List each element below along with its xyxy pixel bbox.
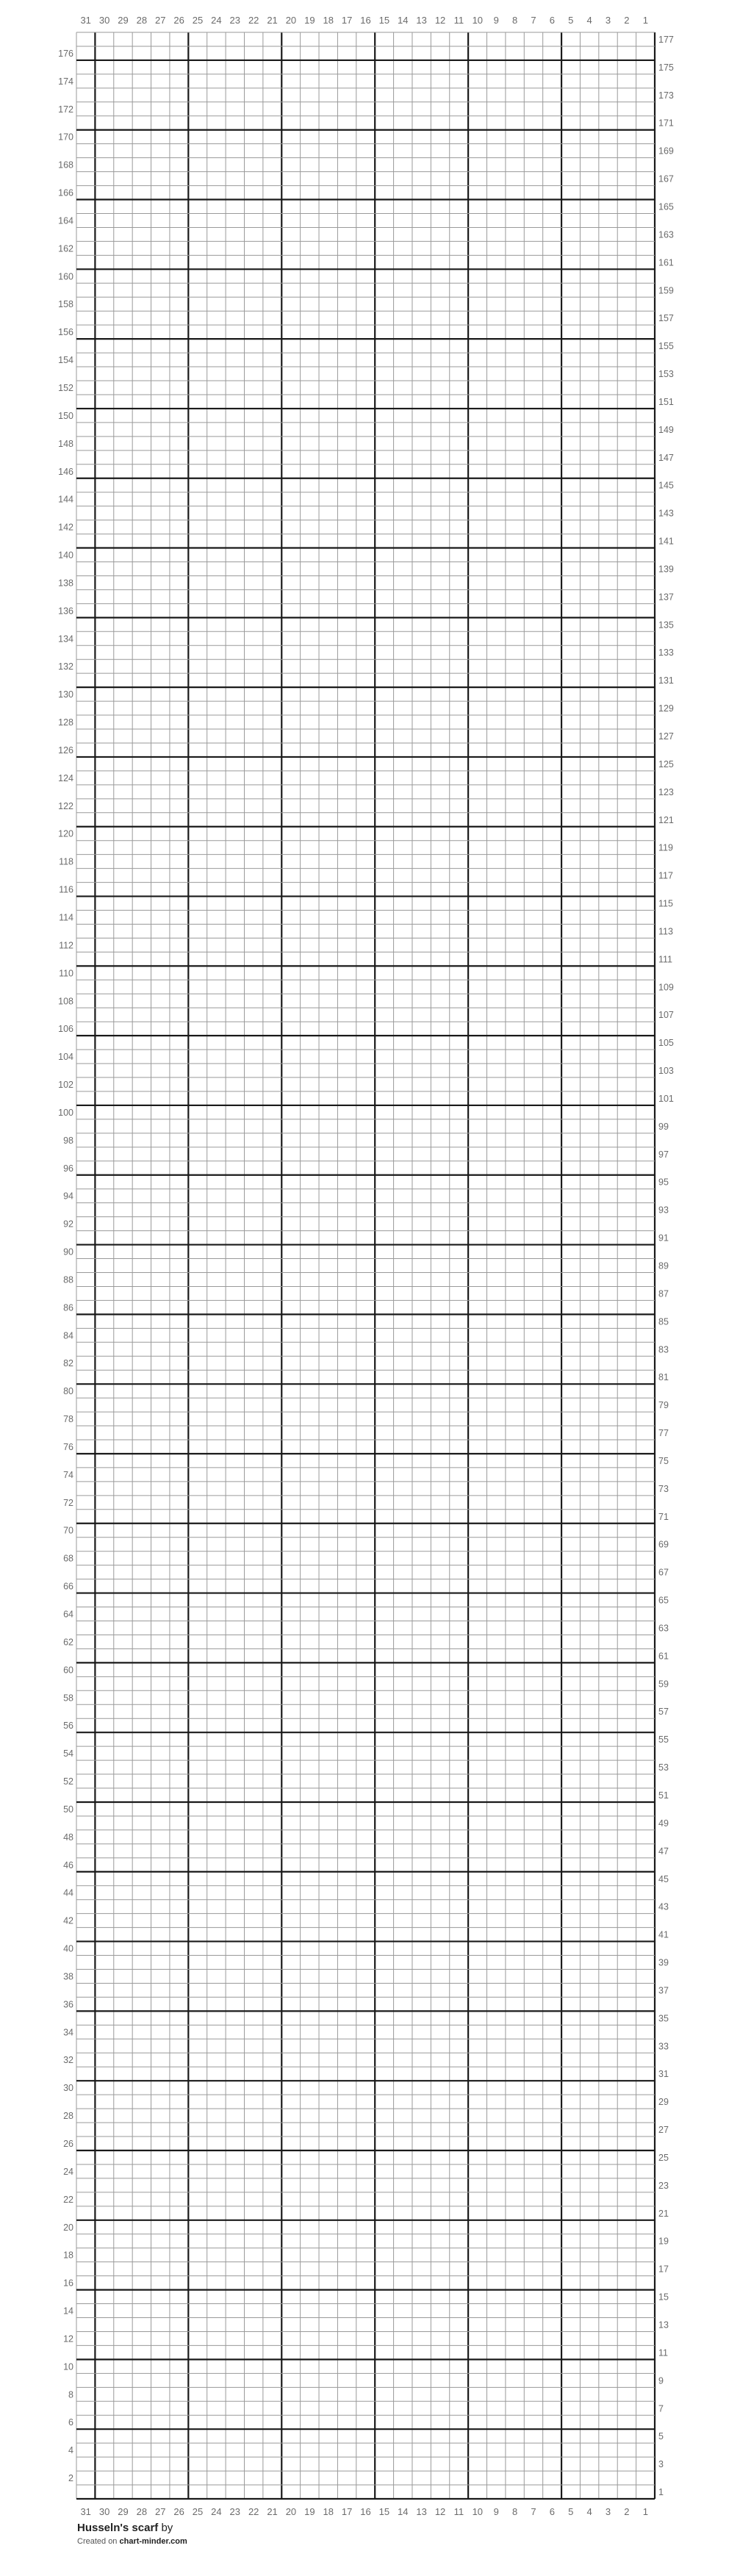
row-label-left: 116 xyxy=(59,884,73,895)
column-label-top: 26 xyxy=(173,15,184,26)
row-label-right: 59 xyxy=(658,1679,669,1690)
row-label-left: 92 xyxy=(63,1219,73,1230)
row-label-left: 138 xyxy=(58,578,73,589)
row-label-right: 11 xyxy=(658,2347,668,2358)
column-label-bottom: 16 xyxy=(360,2506,371,2517)
row-label-right: 157 xyxy=(658,313,674,324)
column-label-top: 29 xyxy=(118,15,129,26)
row-label-right: 143 xyxy=(658,508,674,519)
column-label-bottom: 2 xyxy=(624,2506,630,2517)
row-label-left: 168 xyxy=(58,159,73,171)
row-label-left: 74 xyxy=(63,1469,73,1480)
column-label-bottom: 23 xyxy=(229,2506,241,2517)
row-label-right: 5 xyxy=(658,2431,664,2442)
row-label-left: 84 xyxy=(63,1330,73,1341)
row-label-left: 96 xyxy=(63,1163,73,1174)
row-label-right: 43 xyxy=(658,1901,669,1912)
row-label-right: 45 xyxy=(658,1873,669,1884)
row-label-left: 160 xyxy=(58,271,73,282)
row-label-right: 127 xyxy=(658,731,674,742)
column-label-bottom: 1 xyxy=(642,2506,648,2517)
column-label-bottom: 14 xyxy=(398,2506,409,2517)
row-label-right: 121 xyxy=(658,814,674,825)
row-label-right: 15 xyxy=(658,2292,669,2303)
row-label-right: 93 xyxy=(658,1205,669,1216)
column-label-bottom: 4 xyxy=(586,2506,592,2517)
row-label-left: 94 xyxy=(63,1191,73,1202)
row-label-right: 65 xyxy=(658,1595,669,1606)
row-label-left: 24 xyxy=(63,2166,73,2177)
row-label-right: 83 xyxy=(658,1344,669,1355)
row-label-left: 2 xyxy=(68,2473,73,2484)
row-label-right: 81 xyxy=(658,1372,669,1383)
row-label-left: 60 xyxy=(63,1665,73,1676)
row-label-right: 97 xyxy=(658,1149,669,1160)
column-label-bottom: 28 xyxy=(136,2506,148,2517)
row-label-left: 18 xyxy=(63,2250,73,2261)
row-label-right: 51 xyxy=(658,1790,669,1801)
row-label-left: 136 xyxy=(58,606,73,617)
row-label-right: 79 xyxy=(658,1400,669,1411)
row-label-left: 102 xyxy=(58,1080,73,1091)
row-label-right: 95 xyxy=(658,1177,669,1188)
row-label-right: 115 xyxy=(658,898,673,909)
row-label-right: 77 xyxy=(658,1428,669,1439)
row-label-left: 6 xyxy=(68,2417,73,2428)
row-label-left: 156 xyxy=(58,327,73,338)
row-label-right: 169 xyxy=(658,146,674,157)
row-label-right: 71 xyxy=(658,1511,669,1522)
row-label-left: 80 xyxy=(63,1386,73,1397)
row-label-left: 68 xyxy=(63,1553,73,1564)
column-label-bottom: 30 xyxy=(98,2506,110,2517)
row-label-right: 17 xyxy=(658,2264,669,2275)
footer-chart-title: Husseln's scarf xyxy=(77,2522,159,2534)
row-label-right: 41 xyxy=(658,1929,669,1940)
row-label-left: 164 xyxy=(58,215,73,226)
row-label-left: 22 xyxy=(63,2194,73,2205)
row-label-right: 21 xyxy=(658,2208,669,2219)
row-label-left: 174 xyxy=(58,76,73,87)
row-label-right: 91 xyxy=(658,1233,669,1244)
row-label-left: 176 xyxy=(58,48,73,59)
row-label-left: 154 xyxy=(58,355,73,366)
row-label-left: 166 xyxy=(58,187,73,198)
row-label-right: 147 xyxy=(658,452,674,463)
row-label-right: 149 xyxy=(658,424,674,435)
row-label-left: 36 xyxy=(63,1999,73,2010)
column-label-top: 18 xyxy=(323,15,334,26)
row-label-right: 177 xyxy=(658,34,674,45)
row-label-right: 61 xyxy=(658,1651,669,1662)
column-label-bottom: 17 xyxy=(341,2506,353,2517)
chart-footer xyxy=(77,2522,187,2546)
row-label-left: 70 xyxy=(63,1525,73,1536)
row-label-left: 86 xyxy=(63,1302,73,1313)
column-label-top: 7 xyxy=(531,15,536,26)
row-label-left: 34 xyxy=(63,2027,73,2038)
row-label-left: 120 xyxy=(58,828,73,839)
column-label-bottom: 29 xyxy=(118,2506,129,2517)
row-label-right: 129 xyxy=(658,703,674,714)
row-label-right: 37 xyxy=(658,1985,669,1996)
row-label-left: 50 xyxy=(63,1804,73,1815)
column-label-bottom: 3 xyxy=(605,2506,611,2517)
row-label-right: 103 xyxy=(658,1066,674,1077)
row-label-right: 31 xyxy=(658,2069,669,2080)
column-label-top: 12 xyxy=(434,15,446,26)
row-label-right: 25 xyxy=(658,2152,669,2163)
row-label-right: 7 xyxy=(658,2403,664,2414)
row-label-left: 100 xyxy=(58,1107,73,1118)
column-label-bottom: 7 xyxy=(531,2506,536,2517)
row-label-left: 124 xyxy=(58,772,73,783)
row-label-left: 172 xyxy=(58,104,73,115)
column-label-top: 3 xyxy=(605,15,611,26)
row-label-left: 134 xyxy=(58,634,73,645)
column-label-bottom: 31 xyxy=(80,2506,91,2517)
row-label-left: 54 xyxy=(63,1748,73,1759)
column-label-top: 1 xyxy=(642,15,648,26)
row-label-right: 27 xyxy=(658,2125,669,2136)
column-label-bottom: 12 xyxy=(434,2506,446,2517)
row-label-left: 142 xyxy=(58,522,73,533)
row-label-right: 3 xyxy=(658,2459,664,2470)
row-label-left: 38 xyxy=(63,1971,73,1982)
column-label-top: 10 xyxy=(472,15,484,26)
row-label-left: 66 xyxy=(63,1581,73,1592)
column-label-top: 27 xyxy=(155,15,166,26)
column-label-bottom: 15 xyxy=(378,2506,390,2517)
column-label-bottom: 21 xyxy=(267,2506,278,2517)
column-label-bottom: 25 xyxy=(192,2506,204,2517)
column-label-bottom: 26 xyxy=(173,2506,184,2517)
row-label-right: 165 xyxy=(658,201,674,212)
row-label-right: 173 xyxy=(658,90,674,101)
footer-credit-line xyxy=(77,2537,187,2546)
row-label-left: 140 xyxy=(58,550,73,561)
row-label-left: 128 xyxy=(58,717,73,728)
row-label-left: 132 xyxy=(58,661,73,672)
row-label-right: 73 xyxy=(658,1483,669,1494)
row-label-left: 46 xyxy=(63,1859,73,1870)
footer-by: by xyxy=(161,2522,173,2534)
row-label-right: 167 xyxy=(658,173,674,184)
row-label-left: 64 xyxy=(63,1609,73,1620)
column-label-top: 20 xyxy=(285,15,297,26)
row-label-left: 78 xyxy=(63,1414,73,1425)
row-label-right: 111 xyxy=(658,954,673,965)
row-label-right: 35 xyxy=(658,2013,669,2024)
column-label-bottom: 9 xyxy=(493,2506,499,2517)
column-label-top: 21 xyxy=(267,15,278,26)
column-label-top: 9 xyxy=(493,15,499,26)
column-label-top: 28 xyxy=(136,15,148,26)
row-label-left: 90 xyxy=(63,1246,73,1257)
row-label-right: 159 xyxy=(658,285,674,296)
row-label-right: 1 xyxy=(658,2487,664,2498)
column-label-bottom: 18 xyxy=(323,2506,334,2517)
row-label-right: 171 xyxy=(658,118,674,129)
row-label-left: 106 xyxy=(58,1024,73,1035)
column-label-bottom: 10 xyxy=(472,2506,484,2517)
row-label-left: 8 xyxy=(68,2389,73,2400)
row-label-left: 82 xyxy=(63,1358,73,1369)
row-label-left: 44 xyxy=(63,1887,73,1898)
footer-site-name: chart-minder.com xyxy=(119,2537,187,2546)
row-label-left: 28 xyxy=(63,2111,73,2122)
row-label-left: 58 xyxy=(63,1693,73,1704)
column-label-top: 15 xyxy=(378,15,390,26)
column-label-top: 5 xyxy=(568,15,574,26)
column-label-top: 31 xyxy=(80,15,91,26)
row-label-left: 146 xyxy=(58,466,73,477)
column-label-top: 11 xyxy=(453,15,464,26)
row-label-right: 9 xyxy=(658,2375,664,2386)
column-label-bottom: 20 xyxy=(285,2506,297,2517)
row-label-right: 109 xyxy=(658,982,674,993)
row-label-right: 89 xyxy=(658,1260,669,1271)
row-label-left: 98 xyxy=(63,1135,73,1146)
row-label-right: 107 xyxy=(658,1010,674,1021)
column-label-bottom: 5 xyxy=(568,2506,574,2517)
row-label-right: 131 xyxy=(658,675,674,686)
row-label-right: 87 xyxy=(658,1288,669,1299)
row-label-right: 23 xyxy=(658,2180,669,2191)
row-label-left: 150 xyxy=(58,410,73,421)
row-label-left: 52 xyxy=(63,1776,73,1787)
row-label-left: 62 xyxy=(63,1637,73,1648)
row-label-right: 113 xyxy=(658,926,673,937)
footer-created-on: Created on xyxy=(77,2537,118,2546)
row-label-left: 110 xyxy=(59,968,73,979)
row-label-left: 114 xyxy=(59,912,73,923)
row-label-left: 56 xyxy=(63,1721,73,1732)
row-label-right: 47 xyxy=(658,1845,669,1856)
row-label-left: 4 xyxy=(68,2445,73,2456)
row-label-left: 72 xyxy=(63,1497,73,1508)
row-label-left: 16 xyxy=(63,2278,73,2289)
row-label-left: 42 xyxy=(63,1915,73,1926)
row-label-left: 112 xyxy=(59,940,73,951)
column-label-top: 16 xyxy=(360,15,371,26)
column-label-top: 8 xyxy=(511,15,518,26)
row-label-right: 99 xyxy=(658,1121,669,1132)
row-label-right: 139 xyxy=(658,564,674,575)
column-label-top: 17 xyxy=(341,15,353,26)
column-label-bottom: 24 xyxy=(211,2506,222,2517)
column-label-bottom: 11 xyxy=(453,2506,464,2517)
row-label-right: 155 xyxy=(658,341,674,352)
row-label-right: 101 xyxy=(658,1093,674,1104)
row-label-right: 49 xyxy=(658,1818,669,1829)
row-label-right: 141 xyxy=(658,536,674,547)
row-label-right: 133 xyxy=(658,647,674,659)
row-label-left: 14 xyxy=(63,2306,73,2317)
column-label-top: 25 xyxy=(192,15,204,26)
row-label-left: 122 xyxy=(58,800,73,811)
column-label-bottom: 13 xyxy=(416,2506,427,2517)
row-label-left: 108 xyxy=(58,996,73,1007)
row-label-right: 13 xyxy=(658,2320,669,2331)
row-label-left: 12 xyxy=(63,2333,73,2344)
row-label-left: 104 xyxy=(58,1052,73,1063)
row-label-left: 118 xyxy=(59,856,73,867)
row-label-left: 30 xyxy=(63,2083,73,2094)
row-label-left: 158 xyxy=(58,299,73,310)
row-label-right: 119 xyxy=(658,842,673,853)
column-label-bottom: 19 xyxy=(304,2506,315,2517)
row-label-left: 170 xyxy=(58,132,73,143)
row-label-right: 67 xyxy=(658,1567,669,1578)
row-label-right: 39 xyxy=(658,1957,669,1968)
column-label-top: 30 xyxy=(98,15,110,26)
row-label-right: 29 xyxy=(658,2097,669,2108)
column-label-top: 22 xyxy=(248,15,259,26)
row-label-right: 117 xyxy=(658,870,673,881)
row-label-right: 69 xyxy=(658,1539,669,1550)
column-label-top: 19 xyxy=(304,15,315,26)
column-label-bottom: 6 xyxy=(549,2506,555,2517)
row-label-left: 130 xyxy=(58,689,73,700)
row-label-left: 40 xyxy=(63,1943,73,1954)
row-label-left: 126 xyxy=(58,745,73,756)
column-label-top: 4 xyxy=(586,15,592,26)
row-label-left: 162 xyxy=(58,243,73,254)
row-label-left: 48 xyxy=(63,1831,73,1843)
row-label-left: 144 xyxy=(58,494,73,505)
row-label-left: 26 xyxy=(63,2139,73,2150)
row-label-right: 145 xyxy=(658,480,674,491)
row-label-right: 63 xyxy=(658,1623,669,1634)
row-label-right: 163 xyxy=(658,229,674,240)
row-label-left: 20 xyxy=(63,2222,73,2233)
row-label-right: 175 xyxy=(658,62,674,73)
row-label-right: 19 xyxy=(658,2236,669,2247)
row-label-right: 153 xyxy=(658,369,674,380)
row-label-left: 152 xyxy=(58,382,73,393)
row-label-right: 125 xyxy=(658,758,674,769)
column-label-top: 13 xyxy=(416,15,427,26)
row-label-left: 88 xyxy=(63,1274,73,1285)
row-label-right: 161 xyxy=(658,257,674,268)
row-label-right: 75 xyxy=(658,1455,669,1466)
row-label-right: 151 xyxy=(658,396,674,407)
column-label-bottom: 8 xyxy=(511,2506,518,2517)
row-label-right: 137 xyxy=(658,592,674,603)
row-label-right: 55 xyxy=(658,1734,669,1746)
column-label-bottom: 22 xyxy=(248,2506,259,2517)
row-label-left: 148 xyxy=(58,438,73,449)
row-label-right: 33 xyxy=(658,2041,669,2052)
column-label-bottom: 27 xyxy=(155,2506,166,2517)
row-label-right: 123 xyxy=(658,786,674,797)
row-label-left: 32 xyxy=(63,2055,73,2066)
row-label-left: 76 xyxy=(63,1441,73,1452)
row-label-right: 105 xyxy=(658,1038,674,1049)
column-label-top: 24 xyxy=(211,15,222,26)
row-label-left: 10 xyxy=(63,2361,73,2372)
row-label-right: 135 xyxy=(658,620,674,631)
row-label-right: 53 xyxy=(658,1762,669,1773)
column-label-top: 2 xyxy=(624,15,630,26)
column-label-top: 23 xyxy=(229,15,241,26)
row-label-right: 57 xyxy=(658,1707,669,1718)
column-label-top: 14 xyxy=(398,15,409,26)
column-label-top: 6 xyxy=(549,15,555,26)
row-label-right: 85 xyxy=(658,1316,669,1327)
footer-title-line xyxy=(77,2522,187,2534)
